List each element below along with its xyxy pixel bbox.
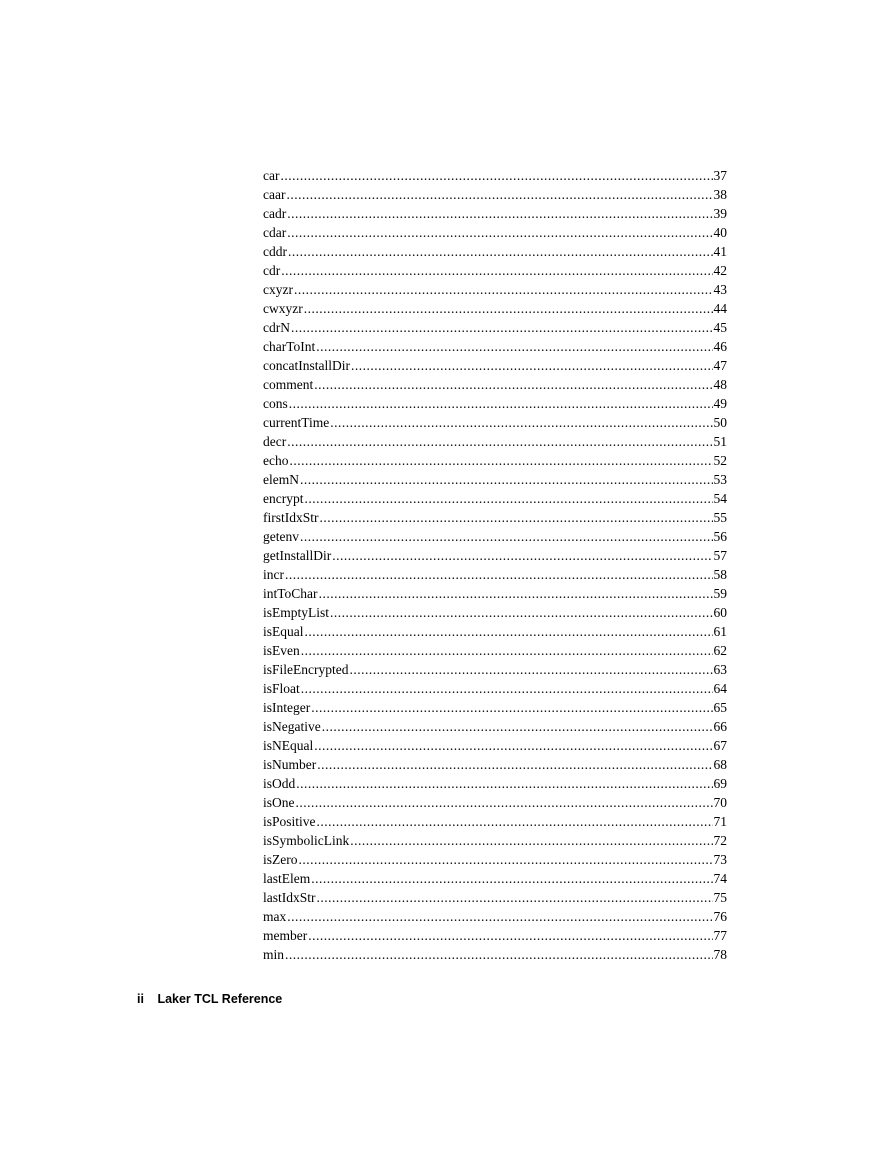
toc-entry[interactable] xyxy=(263,508,727,527)
toc-entry[interactable] xyxy=(263,242,727,261)
toc-entry-page: 67 xyxy=(713,738,727,753)
toc-entry-page: 43 xyxy=(713,282,727,297)
toc-entry[interactable] xyxy=(263,603,727,622)
toc-entry-name: isEmptyList xyxy=(263,605,330,620)
toc-entry-page: 78 xyxy=(713,947,727,962)
toc-entry-page: 51 xyxy=(713,434,727,449)
toc-entry-page: 57 xyxy=(713,548,727,563)
toc-entry-page: 73 xyxy=(713,852,727,867)
toc-entry[interactable] xyxy=(263,185,727,204)
toc-entry-name: cwxyzr xyxy=(263,301,303,316)
toc-entry[interactable] xyxy=(263,337,727,356)
toc-dot-leader xyxy=(288,242,713,261)
toc-entry-name: isEven xyxy=(263,643,300,658)
toc-entry-name: cdar xyxy=(263,225,287,240)
toc-dot-leader xyxy=(296,774,712,793)
toc-entry[interactable] xyxy=(263,223,727,242)
toc-entry-page: 40 xyxy=(713,225,727,240)
toc-dot-leader xyxy=(301,679,713,698)
toc-entry-page: 68 xyxy=(713,757,727,772)
toc-entry-name: getenv xyxy=(263,529,299,544)
toc-entry-page: 64 xyxy=(713,681,727,696)
toc-entry-name: decr xyxy=(263,434,287,449)
toc-dot-leader xyxy=(316,337,712,356)
toc-dot-leader xyxy=(349,660,712,679)
toc-dot-leader xyxy=(314,736,712,755)
toc-entry[interactable] xyxy=(263,945,727,964)
toc-entry[interactable] xyxy=(263,774,727,793)
toc-entry[interactable] xyxy=(263,375,727,394)
toc-entry-name: lastIdxStr xyxy=(263,890,316,905)
toc-dot-leader xyxy=(287,223,712,242)
page-number: ii xyxy=(137,992,144,1006)
toc-entry-page: 39 xyxy=(713,206,727,221)
toc-dot-leader xyxy=(287,204,712,223)
toc-dot-leader xyxy=(314,375,712,394)
toc-entry[interactable] xyxy=(263,413,727,432)
toc-entry-name: caar xyxy=(263,187,286,202)
toc-dot-leader xyxy=(289,451,712,470)
toc-entry[interactable] xyxy=(263,451,727,470)
toc-entry-page: 72 xyxy=(713,833,727,848)
toc-dot-leader xyxy=(317,888,713,907)
toc-entry-page: 54 xyxy=(713,491,727,506)
toc-entry-page: 74 xyxy=(713,871,727,886)
toc-entry[interactable] xyxy=(263,736,727,755)
toc-dot-leader xyxy=(320,508,713,527)
toc-entry[interactable] xyxy=(263,280,727,299)
toc-entry-name: isInteger xyxy=(263,700,311,715)
toc-dot-leader xyxy=(287,907,712,926)
toc-dot-leader xyxy=(300,470,713,489)
toc-entry-name: firstIdxStr xyxy=(263,510,319,525)
toc-entry-page: 56 xyxy=(713,529,727,544)
toc-dot-leader xyxy=(351,356,713,375)
toc-entry-page: 63 xyxy=(713,662,727,677)
toc-dot-leader xyxy=(322,717,713,736)
toc-entry-name: isNegative xyxy=(263,719,321,734)
toc-entry-name: incr xyxy=(263,567,284,582)
toc-entry[interactable] xyxy=(263,717,727,736)
toc-dot-leader xyxy=(305,622,713,641)
toc-dot-leader xyxy=(286,185,712,204)
toc-entry[interactable] xyxy=(263,888,727,907)
toc-dot-leader xyxy=(296,793,713,812)
toc-entry-page: 61 xyxy=(713,624,727,639)
toc-dot-leader xyxy=(308,926,712,945)
toc-entry-name: currentTime xyxy=(263,415,330,430)
toc-entry-page: 70 xyxy=(713,795,727,810)
toc-entry[interactable] xyxy=(263,869,727,888)
toc-dot-leader xyxy=(304,299,713,318)
toc-entry-page: 42 xyxy=(713,263,727,278)
toc-entry-page: 46 xyxy=(713,339,727,354)
toc-dot-leader xyxy=(285,565,713,584)
toc-entry-name: isNumber xyxy=(263,757,317,772)
toc-entry-name: intToChar xyxy=(263,586,318,601)
toc-entry-name: comment xyxy=(263,377,314,392)
toc-dot-leader xyxy=(317,812,713,831)
toc-entry[interactable] xyxy=(263,166,727,185)
toc-entry[interactable] xyxy=(263,660,727,679)
toc-dot-leader xyxy=(294,280,713,299)
toc-entry-page: 50 xyxy=(713,415,727,430)
toc-entry[interactable] xyxy=(263,641,727,660)
toc-dot-leader xyxy=(291,318,713,337)
toc-entry[interactable] xyxy=(263,907,727,926)
toc-entry[interactable] xyxy=(263,299,727,318)
toc-entry-name: encrypt xyxy=(263,491,304,506)
toc-entry[interactable] xyxy=(263,831,727,850)
toc-entry[interactable] xyxy=(263,679,727,698)
toc-entry-page: 44 xyxy=(713,301,727,316)
toc-entry-name: isOdd xyxy=(263,776,296,791)
toc-entry-name: cadr xyxy=(263,206,287,221)
toc-entry[interactable] xyxy=(263,394,727,413)
toc-dot-leader xyxy=(289,394,713,413)
toc-entry-name: elemN xyxy=(263,472,299,487)
toc-entry[interactable] xyxy=(263,261,727,280)
toc-dot-leader xyxy=(330,603,712,622)
toc-entry[interactable] xyxy=(263,356,727,375)
toc-entry-page: 48 xyxy=(713,377,727,392)
toc-entry[interactable] xyxy=(263,204,727,223)
toc-entry-page: 45 xyxy=(713,320,727,335)
toc-entry[interactable] xyxy=(263,926,727,945)
toc-entry-page: 66 xyxy=(713,719,727,734)
toc-entry-name: isNEqual xyxy=(263,738,314,753)
toc-entry-name: concatInstallDir xyxy=(263,358,350,373)
toc-entry-name: min xyxy=(263,947,285,962)
toc-dot-leader xyxy=(332,546,712,565)
toc-entry-page: 71 xyxy=(713,814,727,829)
toc-entry-name: isZero xyxy=(263,852,298,867)
toc-dot-leader xyxy=(281,261,712,280)
toc-entry[interactable] xyxy=(263,565,727,584)
toc-entry-name: cons xyxy=(263,396,288,411)
toc-entry[interactable] xyxy=(263,432,727,451)
toc-entry-page: 49 xyxy=(713,396,727,411)
toc-entry[interactable] xyxy=(263,793,727,812)
toc-dot-leader xyxy=(300,527,713,546)
toc-dot-leader xyxy=(280,166,712,185)
toc-dot-leader xyxy=(301,641,713,660)
toc-entry-page: 77 xyxy=(713,928,727,943)
toc-entry-name: isFloat xyxy=(263,681,300,696)
toc-dot-leader xyxy=(330,413,712,432)
toc-entry-name: isOne xyxy=(263,795,295,810)
toc-entry-name: cdr xyxy=(263,263,281,278)
toc-entry-page: 41 xyxy=(713,244,727,259)
toc-entry[interactable] xyxy=(263,755,727,774)
toc-entry-name: isPositive xyxy=(263,814,316,829)
toc-dot-leader xyxy=(317,755,712,774)
toc-entry-page: 38 xyxy=(713,187,727,202)
toc-entry-page: 69 xyxy=(713,776,727,791)
toc-dot-leader xyxy=(285,945,712,964)
toc-dot-leader xyxy=(319,584,713,603)
toc-entry-name: cxyzr xyxy=(263,282,293,297)
toc-entry-name: car xyxy=(263,168,280,183)
toc-entry[interactable] xyxy=(263,584,727,603)
toc-entry-page: 58 xyxy=(713,567,727,582)
toc-entry-name: charToInt xyxy=(263,339,316,354)
page-footer xyxy=(137,992,282,1006)
toc-entry-name: isEqual xyxy=(263,624,304,639)
toc-entry[interactable] xyxy=(263,698,727,717)
toc-entry-page: 59 xyxy=(713,586,727,601)
toc-entry-page: 76 xyxy=(713,909,727,924)
toc-entry-name: isFileEncrypted xyxy=(263,662,349,677)
toc-entry[interactable] xyxy=(263,850,727,869)
toc-entry-page: 55 xyxy=(713,510,727,525)
table-of-contents xyxy=(263,166,727,964)
toc-entry-name: max xyxy=(263,909,287,924)
toc-entry-name: getInstallDir xyxy=(263,548,332,563)
toc-entry[interactable] xyxy=(263,527,727,546)
toc-entry-name: echo xyxy=(263,453,289,468)
toc-entry[interactable] xyxy=(263,622,727,641)
toc-dot-leader xyxy=(350,831,712,850)
toc-dot-leader xyxy=(311,869,712,888)
toc-entry[interactable] xyxy=(263,812,727,831)
toc-entry-page: 53 xyxy=(713,472,727,487)
toc-entry[interactable] xyxy=(263,489,727,508)
toc-entry-page: 52 xyxy=(713,453,727,468)
toc-entry[interactable] xyxy=(263,546,727,565)
toc-entry-page: 37 xyxy=(713,168,727,183)
toc-entry-page: 65 xyxy=(713,700,727,715)
toc-entry-name: member xyxy=(263,928,308,943)
toc-entry-page: 62 xyxy=(713,643,727,658)
toc-entry-name: lastElem xyxy=(263,871,311,886)
toc-entry-page: 60 xyxy=(713,605,727,620)
document-title: Laker TCL Reference xyxy=(157,992,283,1006)
toc-dot-leader xyxy=(287,432,712,451)
toc-entry-name: isSymbolicLink xyxy=(263,833,350,848)
toc-entry-page: 75 xyxy=(713,890,727,905)
toc-dot-leader xyxy=(311,698,712,717)
toc-entry-page: 47 xyxy=(713,358,727,373)
toc-dot-leader xyxy=(299,850,713,869)
toc-entry-name: cdrN xyxy=(263,320,290,335)
toc-dot-leader xyxy=(304,489,712,508)
toc-entry-name: cddr xyxy=(263,244,287,259)
toc-entry[interactable] xyxy=(263,470,727,489)
toc-entry[interactable] xyxy=(263,318,727,337)
